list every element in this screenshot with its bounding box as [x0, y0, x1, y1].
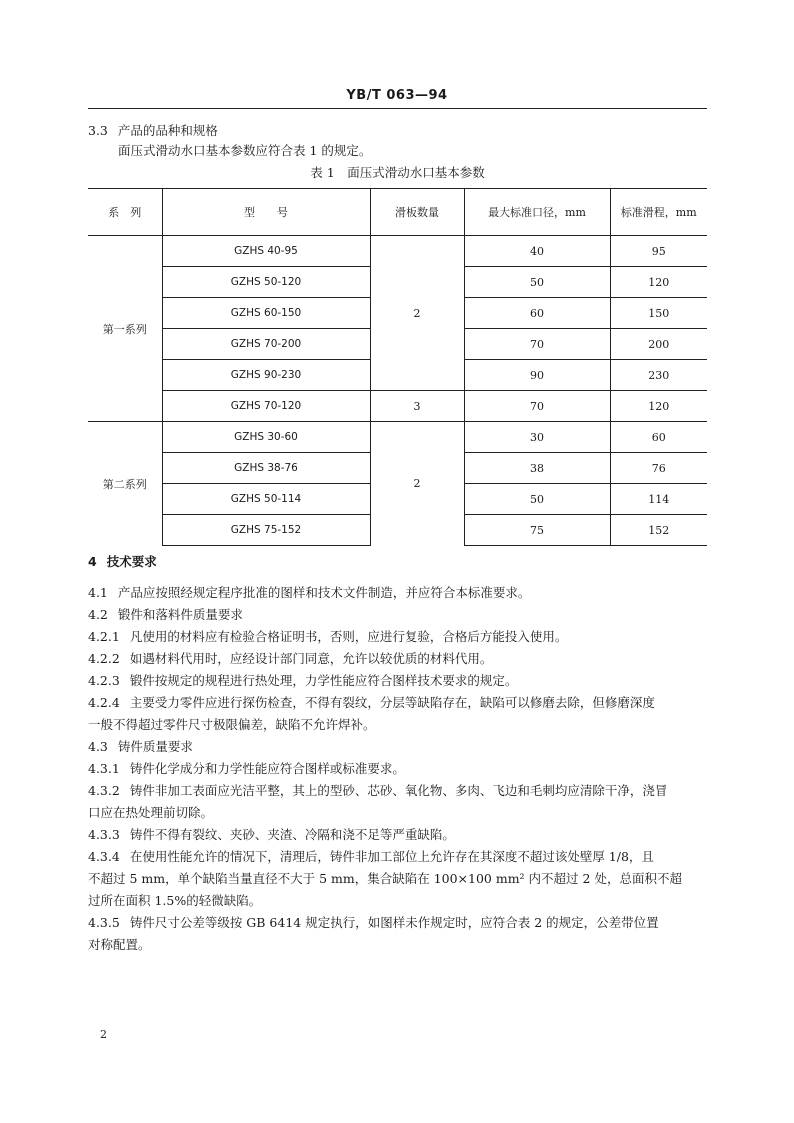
parameters-table: [88, 188, 707, 546]
clause-number: 4.2.4: [88, 695, 120, 710]
clause-text: 产品应按照经规定程序批准的图样和技术文件制造，并应符合本标准要求。: [117, 585, 531, 600]
clause-text: 铸件非加工表面应光洁平整，其上的型砂、芯砂、氧化物、多肉、飞边和毛刺均应清除干净，浇冒: [129, 783, 668, 798]
stroke-cell: 120: [610, 391, 707, 422]
clause-number: 4.3.5: [88, 915, 120, 930]
model-cell: GZHS 70-200: [162, 329, 370, 360]
clause-number: 4.3.1: [88, 761, 120, 776]
clause-number: 4.2.2: [88, 651, 120, 666]
diameter-cell: 50: [464, 484, 610, 515]
table-row: [88, 422, 707, 453]
model-cell: GZHS 90-230: [162, 360, 370, 391]
page-number: 2: [100, 1028, 107, 1041]
plates-cell: 2: [370, 236, 464, 391]
plates-cell: 3: [370, 391, 464, 422]
clause-4-2-1: [88, 626, 707, 648]
model-cell: GZHS 70-120: [162, 391, 370, 422]
clause-4-2: [88, 604, 707, 626]
section-4-heading: [88, 551, 707, 573]
clause-text: 锻件和落料件质量要求: [117, 607, 243, 622]
clause-number: 4.3.2: [88, 783, 120, 798]
clause-number: 4.3.4: [88, 849, 120, 864]
stroke-cell: 200: [610, 329, 707, 360]
clause-4-2-4: [88, 692, 707, 714]
table-header-row: [88, 189, 707, 236]
clause-number: 4.2.1: [88, 629, 120, 644]
clause-4-3-5: [88, 912, 707, 934]
clause-4-3: [88, 736, 707, 758]
col-header-diameter: 最大标准口径，mm: [464, 189, 610, 236]
clause-number: 4.3: [88, 739, 108, 754]
clause-number: 4.3.3: [88, 827, 120, 842]
stroke-cell: 60: [610, 422, 707, 453]
stroke-cell: 95: [610, 236, 707, 267]
model-cell: GZHS 38-76: [162, 453, 370, 484]
section-number: 3.3: [88, 123, 108, 138]
col-header-stroke: 标准滑程，mm: [610, 189, 707, 236]
clause-text: 铸件尺寸公差等级按 GB 6414 规定执行，如图样未作规定时，应符合表 2 的规定，公差带位置: [129, 915, 659, 930]
model-cell: GZHS 50-120: [162, 267, 370, 298]
clause-text: 凡使用的材料应有检验合格证明书，否则，应进行复验，合格后方能投入使用。: [129, 629, 568, 644]
series-cell: 第一系列: [88, 236, 162, 422]
series-cell: 第二系列: [102, 477, 147, 491]
stroke-cell: 114: [610, 484, 707, 515]
section-number: 4: [88, 554, 97, 569]
table-row: [88, 391, 707, 422]
model-cell: GZHS 40-95: [162, 236, 370, 267]
clause-4-3-3: [88, 824, 707, 846]
clause-number: 4.2: [88, 607, 108, 622]
clause-4-3-2-cont: 口应在热处理前切除。: [88, 805, 214, 820]
diameter-cell: 70: [464, 329, 610, 360]
clause-4-2-2: [88, 648, 707, 670]
clause-4-3-4: [88, 846, 707, 868]
clause-4-3-2: [88, 780, 707, 802]
col-header-plates: 滑板数量: [370, 189, 464, 236]
clause-4-3-1: [88, 758, 707, 780]
clause-text: 铸件不得有裂纹、夹砂、夹渣、冷隔和浇不足等严重缺陷。: [129, 827, 455, 842]
clause-text: 锻件按规定的规程进行热处理，力学性能应符合图样技术要求的规定。: [129, 673, 518, 688]
clause-number: 4.2.3: [88, 673, 120, 688]
stroke-cell: 150: [610, 298, 707, 329]
clause-text: 铸件质量要求: [117, 739, 193, 754]
clause-4-3-4-cont: 不超过 5 mm，单个缺陷当量直径不大于 5 mm，集合缺陷在 100×100 mm² 内不超过 2 处，总面积不超: [88, 871, 682, 886]
clause-text: 主要受力零件应进行探伤检查，不得有裂纹，分层等缺陷存在，缺陷可以修磨去除，但修磨深度: [129, 695, 655, 710]
section-title: 技术要求: [106, 554, 157, 569]
diameter-cell: 38: [464, 453, 610, 484]
header-rule: [88, 108, 707, 109]
document-code: YB/T 063—94: [346, 88, 448, 103]
diameter-cell: 40: [464, 236, 610, 267]
table-caption: 表 1 面压式滑动水口基本参数: [310, 165, 485, 180]
diameter-cell: 60: [464, 298, 610, 329]
model-cell: GZHS 60-150: [162, 298, 370, 329]
table-row: [88, 236, 707, 267]
clause-4-3-5-cont: 对称配置。: [88, 937, 151, 952]
diameter-cell: 70: [464, 391, 610, 422]
clause-text: 铸件化学成分和力学性能应符合图样或标准要求。: [129, 761, 405, 776]
plates-cell: 2: [370, 422, 464, 546]
stroke-cell: 230: [610, 360, 707, 391]
clause-text: 如遇材料代用时，应经设计部门同意，允许以较优质的材料代用。: [129, 651, 493, 666]
diameter-cell: 50: [464, 267, 610, 298]
clause-4-1: [88, 582, 707, 604]
section-3-3-heading: [88, 120, 707, 142]
col-header-series: 系 列: [88, 189, 162, 236]
diameter-cell: 75: [464, 515, 610, 546]
model-cell: GZHS 30-60: [162, 422, 370, 453]
section-3-3-text: 面压式滑动水口基本参数应符合表 1 的规定。: [118, 143, 372, 158]
stroke-cell: 152: [610, 515, 707, 546]
model-cell: GZHS 75-152: [162, 515, 370, 546]
clause-number: 4.1: [88, 585, 108, 600]
clause-4-3-4-cont2: 过所在面积 1.5%的轻微缺陷。: [88, 893, 262, 908]
diameter-cell: 30: [464, 422, 610, 453]
clause-4-2-3: [88, 670, 707, 692]
stroke-cell: 120: [610, 267, 707, 298]
col-header-model: 型 号: [162, 189, 370, 236]
diameter-cell: 90: [464, 360, 610, 391]
stroke-cell: 76: [610, 453, 707, 484]
model-cell: GZHS 50-114: [162, 484, 370, 515]
clause-4-2-4-cont: 一般不得超过零件尺寸极限偏差，缺陷不允许焊补。: [88, 717, 376, 732]
section-title: 产品的品种和规格: [117, 123, 218, 138]
clause-text: 在使用性能允许的情况下，清理后，铸件非加工部位上允许存在其深度不超过该处壁厚 1/8，且: [129, 849, 654, 864]
